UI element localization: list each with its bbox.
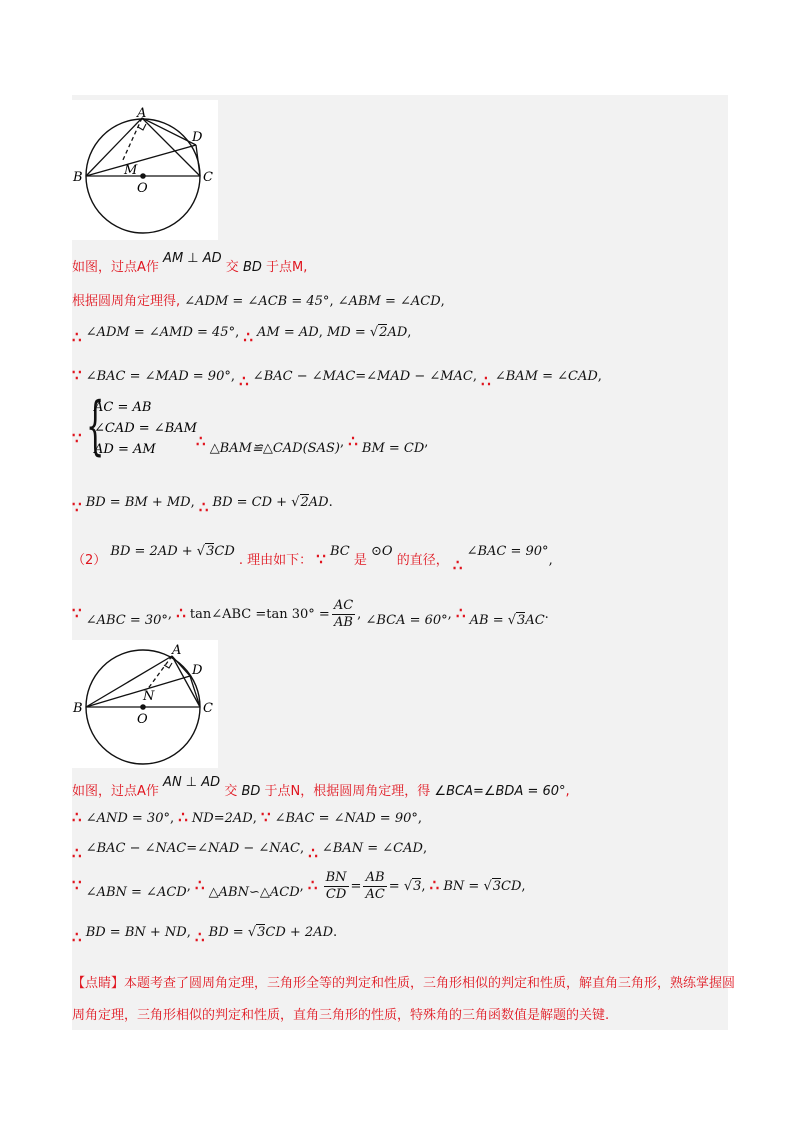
p2-line5: ∴ ∠BAC − ∠NAC=∠NAD − ∠NAC, ∴ ∠BAN = ∠CAD, (72, 841, 428, 862)
p2-line4: ∴ ∠AND = 30°, ∴ ND=2AD, ∵ ∠BAC = ∠NAD = 90°, (72, 808, 423, 826)
figure-2 (72, 640, 218, 768)
label-o: O (137, 712, 148, 727)
key-point-comment: 【点睛】本题考查了圆周角定理，三角形全等的判定和性质，三角形相似的判定和性质，解直角三角形，熟练掌握圆周角定理，三角形相似的判定和性质，直角三角形的性质，特殊角的三角函数值是解题的关键. (72, 976, 736, 1023)
label-m: M (124, 163, 138, 178)
p1-line1: 如图，过点A作 AM ⊥ AD 交 BD 于点M, (72, 251, 308, 275)
fraction-ab-ac: $\frac{AB}{AC}$ (365, 870, 385, 902)
label-n: N (143, 689, 155, 704)
brace: { (86, 389, 105, 463)
p2-line6: ∵ ∠ABN = ∠ACD, ∴ △ABN∽△ACD, ∴ $\frac{BN}{CD}$ = $\frac{AB}{AC}$ = √3, ∴ BN = √3CD, (72, 870, 526, 902)
p2-line2: ∵ ∠ABC = 30°, ∴ tan∠ABC =tan 30° = $\frac{AC}{AB}$ , ∠BCA = 60°, ∴ AB = √3AC. (72, 598, 549, 630)
circle-diagram-1 (72, 100, 218, 240)
p1-line2: 根据圆周角定理得, ∠ADM = ∠ACB = 45°, ∠ABM = ∠ACD, (72, 294, 445, 309)
fraction-ac-ab: $\frac{AC}{AB}$ (333, 598, 354, 630)
label-c: C (203, 701, 213, 716)
label-b: B (73, 170, 83, 185)
fraction-bn-cd: $\frac{BN}{CD}$ (325, 870, 347, 902)
label-b: B (73, 701, 83, 716)
p2-line7: ∴ BD = BN + ND, ∴ BD = √3CD + 2AD. (72, 925, 338, 946)
figure-1 (72, 100, 218, 240)
label-d: D (192, 663, 203, 678)
p2-line1: （2） BD = 2AD + √3CD . 理由如下： ∵ BC 是 ⊙O 的直径， ∴ ∠BAC = 90°, (72, 544, 553, 574)
p1-line6: ∵ BD = BM + MD, ∴ BD = CD + √2AD. (72, 495, 333, 516)
circle-diagram-2 (72, 640, 218, 768)
p2-line3: 如图，过点A作 AN ⊥ AD 交 BD 于点N，根据圆周角定理，得 ∠BCA=∠BDA = 60°, (72, 775, 570, 799)
p1-line5: ∴ △BAM≌△CAD(SAS), ∴ BM = CD, (196, 432, 429, 456)
label-c: C (203, 170, 213, 185)
p1-line3: ∴ ∠ADM = ∠AMD = 45°, ∴ AM = AD, MD = √2AD, (72, 325, 412, 346)
label-a: A (137, 106, 147, 121)
label-a: A (172, 643, 182, 658)
label-d: D (192, 130, 203, 145)
p1-line4: ∵ ∠BAC = ∠MAD = 90°, ∴ ∠BAC − ∠MAC=∠MAD − ∠MAC, ∴ ∠BAM = ∠CAD, (72, 366, 602, 390)
label-o: O (137, 181, 148, 196)
